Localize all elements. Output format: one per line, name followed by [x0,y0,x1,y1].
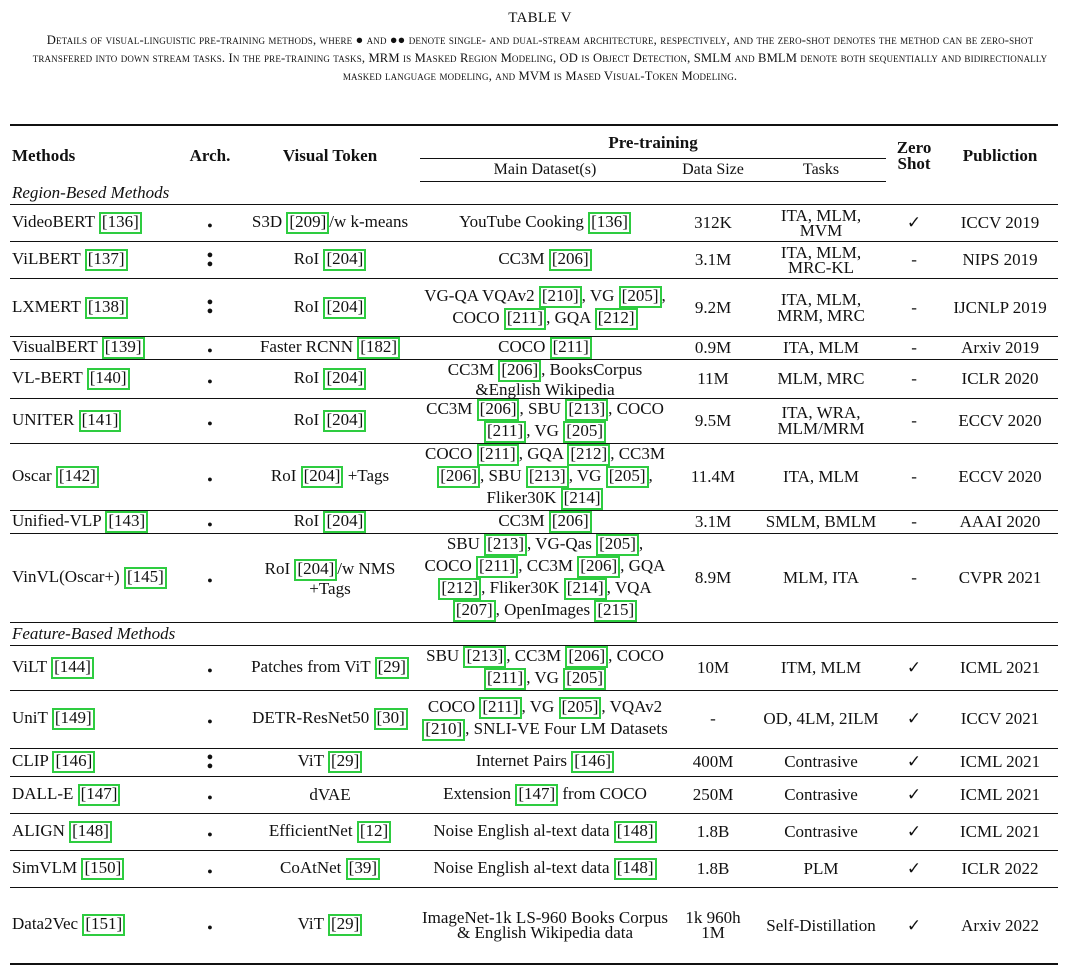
citation-ref[interactable]: [205] [563,668,606,690]
cell-arch [180,205,240,242]
cell-zero: ✓ [886,813,942,850]
header-visual-token: Visual Token [240,125,420,182]
cell-method: VideoBERT [136] [10,205,180,242]
cell-size: 1k 960h 1M [670,887,756,964]
cell-token: RoI [204] [240,242,420,279]
cell-size: 3.1M [670,242,756,279]
citation-ref[interactable]: [212] [567,444,610,466]
cell-zero: ✓ [886,645,942,690]
cell-tasks: ITA, WRA, MLM/MRM [756,398,886,443]
cell-pub: NIPS 2019 [942,242,1058,279]
citation-ref[interactable]: [146] [52,751,95,773]
header-publication: Publiction [942,125,1058,182]
citation-ref[interactable]: [143] [105,511,148,533]
table-row [10,337,1058,360]
dual-stream-dots: ● ● [206,750,214,772]
cell-zero: - [886,398,942,443]
table-row [10,690,1058,748]
cell-arch [180,776,240,813]
cell-size: 10M [670,645,756,690]
cell-zero: - [886,510,942,533]
citation-ref[interactable]: [148] [614,821,657,843]
citation-ref[interactable]: [211] [504,308,546,330]
citation-ref[interactable]: [205] [619,286,662,308]
citation-ref[interactable]: [204] [323,410,366,432]
single-stream-dot: ● [207,828,213,839]
table-row [10,645,1058,690]
dual-stream-dots: ● ● [206,296,214,318]
cell-tasks: ITA, MLM [756,337,886,360]
cell-token: dVAE [240,776,420,813]
citation-ref[interactable]: [146] [571,751,614,773]
cell-size: 312K [670,205,756,242]
cell-pub: ICLR 2022 [942,850,1058,887]
citation-ref[interactable]: [211] [484,421,526,443]
citation-ref[interactable]: [206] [549,511,592,533]
cell-zero: - [886,337,942,360]
cell-pub: ICLR 2020 [942,360,1058,399]
cell-method: Unified-VLP [143] [10,510,180,533]
cell-arch [180,279,240,337]
cell-dataset: COCO [211] , GQA [212] , CC3M [206] , SBU [213] , VG [205] , Fliker30K [214] [420,443,670,510]
cell-token: ViT [29] [240,887,420,964]
citation-ref[interactable]: [150] [81,858,124,880]
table-row [10,533,1058,622]
citation-ref[interactable]: [204] [323,249,366,271]
cell-dataset: Noise English al-text data [148] [420,850,670,887]
cell-token: RoI [204] /w NMS +Tags [240,533,420,622]
cell-zero: - [886,279,942,337]
cell-pub: CVPR 2021 [942,533,1058,622]
cell-size: 400M [670,748,756,776]
single-stream-dot: ● [207,574,213,585]
cell-token: Faster RCNN [182] [240,337,420,360]
cell-pub: IJCNLP 2019 [942,279,1058,337]
cell-token: RoI [204] [240,279,420,337]
citation-ref[interactable]: [205] [559,697,602,719]
citation-ref[interactable]: [206] [549,249,592,271]
citation-ref[interactable]: [206] [437,466,480,488]
single-stream-dot: ● [207,664,213,675]
citation-ref[interactable]: [29] [375,657,409,679]
table-row [10,813,1058,850]
cell-arch [180,887,240,964]
citation-ref[interactable]: [214] [564,578,607,600]
citation-ref[interactable]: [209] [286,212,329,234]
cell-arch [180,533,240,622]
citation-ref[interactable]: [213] [526,466,569,488]
cell-zero: ✓ [886,887,942,964]
single-stream-dot: ● [207,922,213,933]
single-stream-dot: ● [207,518,213,529]
cell-pub: Arxiv 2022 [942,887,1058,964]
cell-token: RoI [204] [240,360,420,399]
cell-method: LXMERT [138] [10,279,180,337]
single-stream-dot: ● [207,791,213,802]
cell-method: VinVL(Oscar+) [145] [10,533,180,622]
citation-ref[interactable]: [12] [357,821,391,843]
citation-ref[interactable]: [29] [328,751,362,773]
citation-ref[interactable]: [147] [78,784,121,806]
cell-size: 3.1M [670,510,756,533]
citation-ref[interactable]: [205] [563,421,606,443]
table-row [10,443,1058,510]
citation-ref[interactable]: [205] [606,466,649,488]
cell-tasks: ITM, MLM [756,645,886,690]
citation-ref[interactable]: [206] [565,646,608,668]
cell-zero: - [886,533,942,622]
citation-ref[interactable]: [207] [453,600,496,622]
cell-size: 0.9M [670,337,756,360]
header-main-dataset: Main Dataset(s) [420,159,670,182]
cell-tasks: SMLM, BMLM [756,510,886,533]
header-shot: Shot [897,153,931,173]
cell-dataset: YouTube Cooking [136] [420,205,670,242]
citation-ref[interactable]: [204] [323,511,366,533]
citation-ref[interactable]: [148] [69,821,112,843]
single-stream-dot: ● [207,716,213,726]
cell-zero: ✓ [886,690,942,748]
cell-pub: ICML 2021 [942,645,1058,690]
citation-ref[interactable]: [206] [498,360,541,382]
single-stream-dot: ● [207,417,213,428]
citation-ref[interactable]: [211] [477,444,519,466]
cell-size: 8.9M [670,533,756,622]
table-row [10,510,1058,533]
table-row [10,887,1058,964]
cell-pub: ICML 2021 [942,748,1058,776]
cell-tasks: Contrasive [756,813,886,850]
section-feature-label: Feature-Based Methods [10,622,1058,645]
cell-token: EfficientNet [12] [240,813,420,850]
section-row-region [10,182,1058,205]
citation-ref[interactable]: [136] [99,212,142,234]
cell-token: RoI [204] +Tags [240,443,420,510]
cell-pub: ICML 2021 [942,813,1058,850]
citation-ref[interactable]: [204] [301,466,344,488]
citation-ref[interactable]: [213] [484,534,527,556]
header-tasks: Tasks [756,159,886,182]
cell-size: 9.2M [670,279,756,337]
citation-ref[interactable]: [211] [476,556,518,578]
citation-ref[interactable]: [140] [87,368,130,390]
citation-ref[interactable]: [210] [539,286,582,308]
citation-ref[interactable]: [211] [550,337,592,359]
citation-ref[interactable]: [211] [484,668,526,690]
header-pretraining: Pre-training [420,125,886,159]
cell-method: ViLT [144] [10,645,180,690]
cell-tasks: MLM, ITA [756,533,886,622]
cell-dataset: CC3M [206] , BooksCorpus &English Wikipedia [420,360,670,399]
cell-zero: - [886,443,942,510]
cell-dataset: VG-QA VQAv2 [210] , VG [205] , COCO [211] , GQA [212] [420,279,670,337]
citation-ref[interactable]: [30] [374,708,408,730]
cell-arch [180,337,240,360]
cell-arch [180,645,240,690]
cell-method: DALL-E [147] [10,776,180,813]
cell-arch [180,690,240,748]
single-stream-dot: ● [207,473,213,484]
cell-zero: ✓ [886,748,942,776]
cell-dataset: Extension [147] from COCO [420,776,670,813]
cell-tasks: Self-Distillation [756,887,886,964]
citation-ref[interactable]: [136] [588,212,631,234]
cell-arch [180,443,240,510]
table-row [10,748,1058,776]
cell-size: - [670,690,756,748]
cell-method: Oscar [142] [10,443,180,510]
cell-tasks: ITA, MLM, MRC-KL [756,242,886,279]
cell-pub: ICCV 2021 [942,690,1058,748]
citation-ref[interactable]: [142] [56,466,99,488]
citation-ref[interactable]: [214] [561,488,604,510]
cell-method: Data2Vec [151] [10,887,180,964]
cell-arch [180,748,240,776]
table-row [10,360,1058,399]
cell-dataset: Noise English al-text data [148] [420,813,670,850]
cell-arch [180,398,240,443]
cell-dataset: SBU [213] , CC3M [206] , COCO [211] , VG [205] [420,645,670,690]
cell-pub: ECCV 2020 [942,443,1058,510]
citation-ref[interactable]: [213] [565,399,608,421]
table-caption-text: Details of visual-linguistic pre-training methods, where ● and ●● denote single- and dual-stream architecture, respectively, and the zero-shot denotes the method can be zero-shot transfered into down stream tasks. In the pre-training tasks, MRM is Masked Region Modeling, OD is Object Detection, SMLM and BMLM denote both sequentially and bidirectionally masked language modeling, and MVM is Mased Visual-Token Modeling. [32,33,1048,83]
cell-zero: - [886,242,942,279]
table-row [10,242,1058,279]
cell-dataset: COCO [211] , VG [205] , VQAv2 [210] , SNLI-VE Four LM Datasets [420,690,670,748]
cell-size: 9.5M [670,398,756,443]
citation-ref[interactable]: [206] [477,399,520,421]
cell-tasks: Contrasive [756,776,886,813]
cell-arch [180,242,240,279]
cell-token: CoAtNet [39] [240,850,420,887]
cell-arch [180,510,240,533]
cell-arch [180,850,240,887]
cell-method: SimVLM [150] [10,850,180,887]
cell-token: RoI [204] [240,510,420,533]
cell-dataset: ImageNet-1k LS-960 Books Corpus & English Wikipedia data [420,887,670,964]
cell-size: 250M [670,776,756,813]
cell-tasks: OD, 4LM, 2ILM [756,690,886,748]
cell-tasks: ITA, MLM, MRM, MRC [756,279,886,337]
citation-ref[interactable]: [149] [52,708,95,730]
table-caption-title: TABLE V [508,10,572,26]
cell-tasks: Contrasive [756,748,886,776]
citation-ref[interactable]: [205] [596,534,639,556]
citation-ref[interactable]: [206] [577,556,620,578]
cell-size: 11.4M [670,443,756,510]
cell-dataset: CC3M [206] [420,510,670,533]
cell-dataset: COCO [211] [420,337,670,360]
citation-ref[interactable]: [213] [463,646,506,668]
citation-ref[interactable]: [182] [357,337,400,359]
citation-ref[interactable]: [139] [102,337,145,359]
citation-ref[interactable]: [147] [515,784,558,806]
single-stream-dot: ● [207,345,213,355]
header-zero-shot [886,125,942,182]
cell-pub: Arxiv 2019 [942,337,1058,360]
cell-token: RoI [204] [240,398,420,443]
section-row-feature [10,622,1058,645]
cell-token: S3D [209] /w k-means [240,205,420,242]
cell-size: 1.8B [670,813,756,850]
cell-pub: ICCV 2019 [942,205,1058,242]
table-row [10,850,1058,887]
cell-pub: ICML 2021 [942,776,1058,813]
region-rows [10,205,1058,623]
table-row [10,398,1058,443]
cell-arch [180,360,240,399]
cell-pub: AAAI 2020 [942,510,1058,533]
single-stream-dot: ● [207,865,213,876]
cell-method: ALIGN [148] [10,813,180,850]
cell-method: CLIP [146] [10,748,180,776]
citation-ref[interactable]: [210] [422,719,465,741]
header-row-1 [10,125,1058,159]
single-stream-dot: ● [207,220,213,230]
citation-ref[interactable]: [211] [479,697,521,719]
cell-token: DETR-ResNet50 [30] [240,690,420,748]
cell-tasks: ITA, MLM [756,443,886,510]
table-row [10,279,1058,337]
pretraining-methods-table [10,124,1058,965]
cell-dataset: CC3M [206] , SBU [213] , COCO [211] , VG [205] [420,398,670,443]
cell-zero: ✓ [886,205,942,242]
citation-ref[interactable]: [151] [82,914,125,936]
cell-pub: ECCV 2020 [942,398,1058,443]
cell-zero: - [886,360,942,399]
cell-token: ViT [29] [240,748,420,776]
cell-method: UNITER [141] [10,398,180,443]
cell-arch [180,813,240,850]
table-row [10,776,1058,813]
citation-ref[interactable]: [204] [294,559,337,581]
cell-tasks: MLM, MRC [756,360,886,399]
citation-ref[interactable]: [204] [323,368,366,390]
citation-ref[interactable]: [148] [614,858,657,880]
cell-size: 11M [670,360,756,399]
section-region-label: Region-Besed Methods [10,182,1058,205]
citation-ref[interactable]: [39] [346,858,380,880]
cell-token: Patches from ViT [29] [240,645,420,690]
single-stream-dot: ● [207,375,213,386]
header-methods: Methods [10,125,180,182]
cell-dataset: SBU [213] , VG-Qas [205] , COCO [211] , CC3M [206] , GQA [212] , Fliker30K [214] , VQA [207] , OpenImages [215] [420,533,670,622]
cell-dataset: CC3M [206] [420,242,670,279]
citation-ref[interactable]: [144] [51,657,94,679]
citation-ref[interactable]: [138] [85,297,128,319]
cell-method: VL-BERT [140] [10,360,180,399]
dual-stream-dots: ● ● [206,248,214,270]
cell-tasks: ITA, MLM, MVM [756,205,886,242]
header-data-size: Data Size [670,159,756,182]
cell-method: ViLBERT [137] [10,242,180,279]
cell-tasks: PLM [756,850,886,887]
citation-ref[interactable]: [137] [85,249,128,271]
citation-ref[interactable]: [215] [594,600,637,622]
cell-size: 1.8B [670,850,756,887]
cell-zero: ✓ [886,776,942,813]
cell-method: VisualBERT [139] [10,337,180,360]
citation-ref[interactable]: [212] [438,578,481,600]
cell-dataset: Internet Pairs [146] [420,748,670,776]
citation-ref[interactable]: [141] [79,410,122,432]
feature-rows [10,645,1058,964]
table-row [10,205,1058,242]
header-arch: Arch. [180,125,240,182]
cell-zero: ✓ [886,850,942,887]
citation-ref[interactable]: [204] [323,297,366,319]
citation-ref[interactable]: [29] [328,914,362,936]
cell-method: UniT [149] [10,690,180,748]
citation-ref[interactable]: [145] [124,567,167,589]
header-zero: Zero [896,137,932,157]
citation-ref[interactable]: [212] [595,308,638,330]
